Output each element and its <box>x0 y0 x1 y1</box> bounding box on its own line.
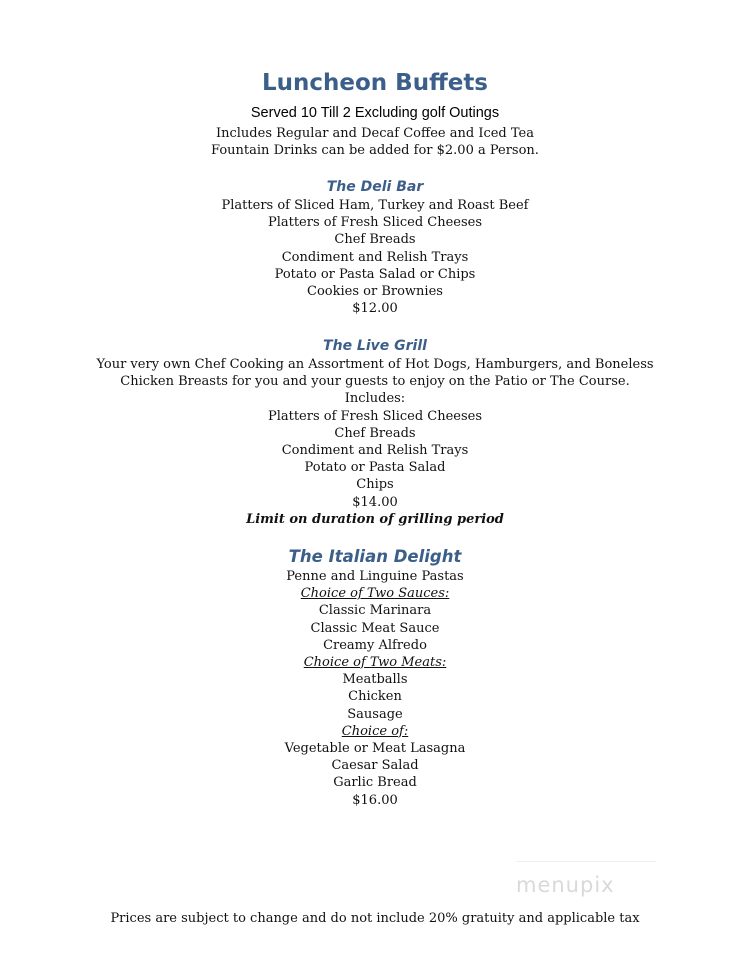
menu-item: Cookies or Brownies <box>307 284 443 300</box>
menu-item: Caesar Salad <box>331 758 419 774</box>
menu-item: Potato or Pasta Salad or Chips <box>274 266 476 282</box>
grill-note: Limit on duration of grilling period <box>246 511 504 527</box>
menu-item: Platters of Fresh Sliced Cheeses <box>267 215 483 231</box>
watermark-rule <box>516 861 656 862</box>
section-live-grill <box>0 336 750 528</box>
menu-item: Platters of Fresh Sliced Cheeses <box>267 408 483 424</box>
menu-item: Platters of Sliced Ham, Turkey and Roast Beef <box>221 198 529 213</box>
menu-item: Chef Breads <box>334 425 416 441</box>
description-line: Your very own Chef Cooking an Assortment of Hot Dogs, Hamburgers, and Boneless <box>96 357 654 372</box>
menu-item: Potato or Pasta Salad <box>304 460 446 476</box>
section-heading: The Live Grill <box>323 338 427 354</box>
menu-item: Creamy Alfredo <box>323 637 427 653</box>
menu-item: Condiment and Relish Trays <box>281 249 469 265</box>
price: $12.00 <box>352 301 398 317</box>
menu-item: Garlic Bread <box>333 775 417 791</box>
section-deli-bar <box>0 177 750 317</box>
choice-label: Choice of Two Sauces: <box>300 586 450 602</box>
menu-item: Penne and Linguine Pastas <box>286 569 464 584</box>
menu-item: Vegetable or Meat Lasagna <box>284 741 466 757</box>
includes-label: Includes: <box>344 391 406 407</box>
intro-text <box>0 125 750 160</box>
choice-label: Choice of Two Meats: <box>303 655 447 671</box>
description-line: Chicken Breasts for you and your guests to enjoy on the Patio or The Course. <box>120 374 630 390</box>
menu-item: Condiment and Relish Trays <box>281 443 469 459</box>
menu-item: Chef Breads <box>334 232 416 248</box>
intro-line: Fountain Drinks can be added for $2.00 a Person. <box>211 143 539 159</box>
menu-item: Chicken <box>348 689 402 705</box>
menupix-watermark <box>516 873 656 907</box>
section-heading: The Deli Bar <box>326 179 424 195</box>
menu-item: Chips <box>356 477 394 493</box>
menu-item: Meatballs <box>342 672 408 688</box>
section-italian-delight <box>0 546 750 809</box>
menu-item: Classic Marinara <box>318 603 432 619</box>
intro-line: Includes Regular and Decaf Coffee and Iced Tea <box>215 126 534 141</box>
section-heading: The Italian Delight <box>288 547 462 566</box>
price: $16.00 <box>352 792 398 808</box>
footer-disclaimer: Prices are subject to change and do not include 20% gratuity and applicable tax <box>110 911 640 926</box>
page-title: Luncheon Buffets <box>261 70 488 96</box>
choice-label: Choice of: <box>341 723 409 739</box>
menu-item: Classic Meat Sauce <box>310 620 440 636</box>
serving-hours: Served 10 Till 2 Excluding golf Outings <box>250 105 500 121</box>
watermark-text: menupix <box>516 873 615 897</box>
price: $14.00 <box>352 494 398 510</box>
menu-item: Sausage <box>347 706 403 722</box>
